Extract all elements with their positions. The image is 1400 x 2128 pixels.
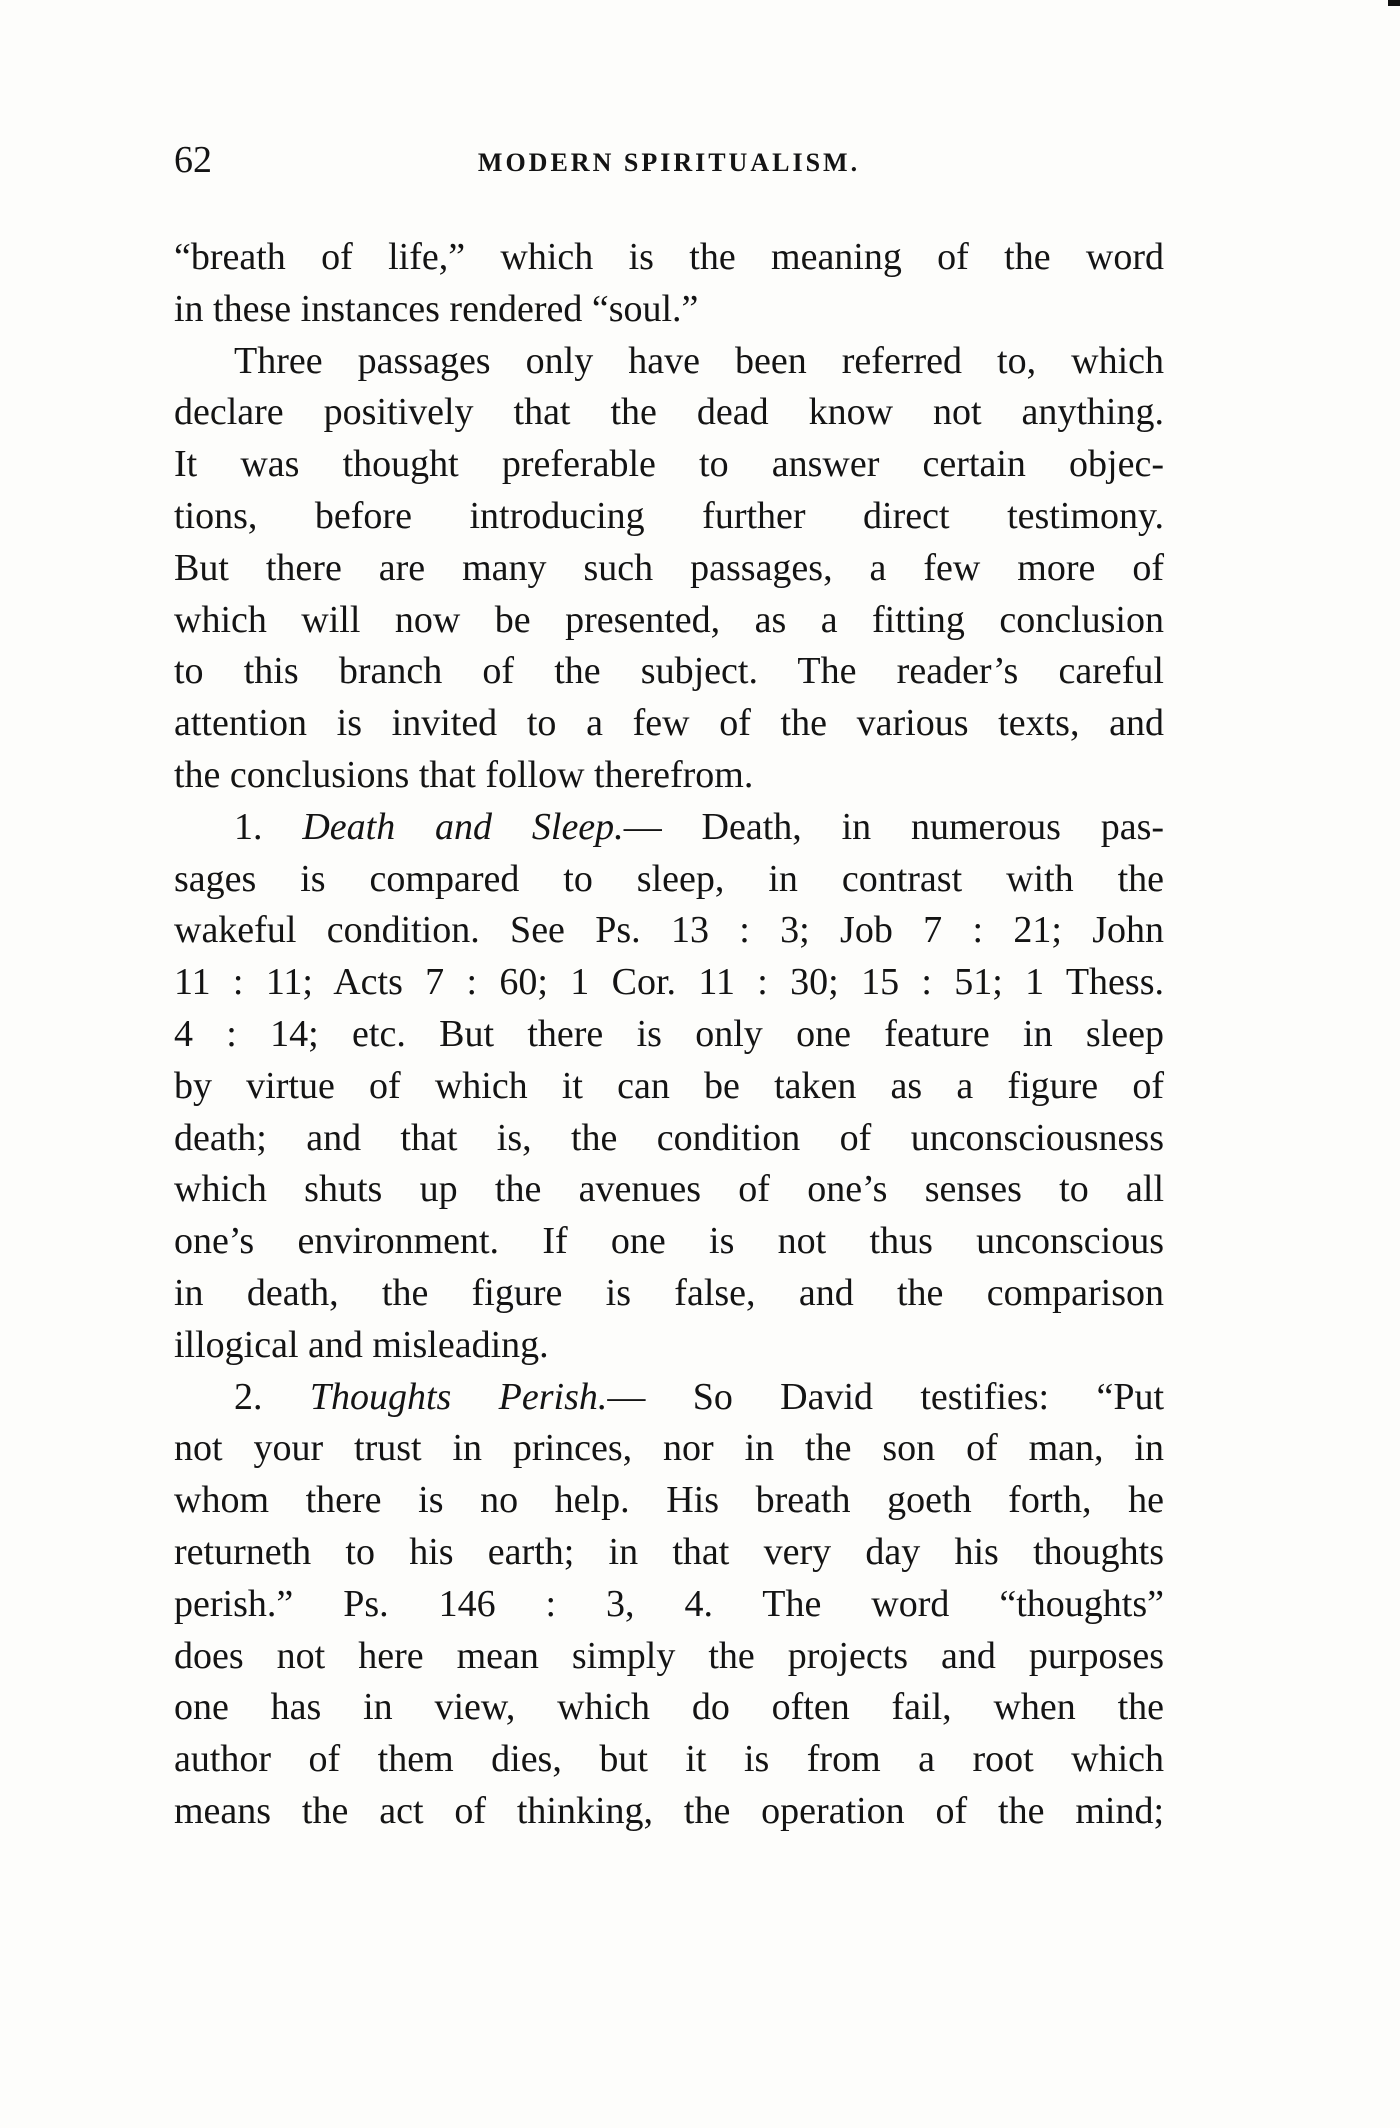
text-line: “breath of life,” which is the meaning of the word (174, 236, 1164, 278)
section-heading-line (174, 802, 1164, 854)
text-line: It was thought preferable to answer certain objec- (174, 443, 1164, 486)
text-line: But there are many such passages, a few more of (174, 546, 1164, 589)
text-line: by virtue of which it can be taken as a figure of (174, 1064, 1164, 1107)
section-lead-text: — So David testifies: “Put (607, 1375, 1165, 1418)
text-line: which will now be presented, as a fitting conclusion (174, 598, 1164, 641)
text-line: 11 : 11; Acts 7 : 60; 1 Cor. 11 : 30; 15 : 51; 1 Thess. (174, 961, 1164, 1004)
scan-edge-mark (1388, 0, 1400, 6)
page-number: 62 (174, 139, 212, 181)
text-line: not your trust in princes, nor in the son of man, in (174, 1427, 1164, 1470)
text-line: means the act of thinking, the operation of the mind; (174, 1789, 1164, 1832)
text-line: tions, before introducing further direct testimony. (174, 494, 1164, 537)
text-line: author of them dies, but it is from a root which (174, 1738, 1164, 1781)
text-line: in these instances rendered “soul.” (174, 287, 699, 330)
text-line: declare positively that the dead know not anything. (174, 391, 1164, 434)
text-line: 4 : 14; etc. But there is only one feature in sleep (174, 1012, 1164, 1055)
text-line: illogical and misleading. (174, 1323, 549, 1366)
running-head: MODERN SPIRITUALISM. (477, 148, 861, 177)
text-line: in death, the figure is false, and the comparison (174, 1271, 1164, 1314)
text-line: wakeful condition. See Ps. 13 : 3; Job 7 : 21; John (174, 909, 1164, 952)
body-text (174, 232, 1164, 1838)
text-line: to this branch of the subject. The reader’s careful (174, 650, 1164, 693)
page-header (174, 138, 1164, 188)
text-line: attention is invited to a few of the various texts, and (174, 702, 1164, 745)
text-line: does not here mean simply the projects and purposes (174, 1634, 1164, 1677)
text-line: whom there is no help. His breath goeth forth, he (174, 1479, 1164, 1522)
section-title: Death and Sleep. (302, 805, 624, 848)
section-heading-line (174, 1372, 1164, 1424)
text-line: perish.” Ps. 146 : 3, 4. The word “thoughts” (174, 1582, 1164, 1625)
paragraph-first-line: Three passages only have been referred to, which (234, 339, 1164, 382)
section-number: 2. (234, 1375, 263, 1418)
text-line: which shuts up the avenues of one’s senses to all (174, 1168, 1164, 1211)
section-number: 1. (234, 805, 263, 848)
text-line: one has in view, which do often fail, when the (174, 1686, 1164, 1729)
text-line: death; and that is, the condition of unconsciousness (174, 1116, 1164, 1159)
text-line: returneth to his earth; in that very day his thoughts (174, 1530, 1164, 1573)
text-line: one’s environment. If one is not thus unconscious (174, 1220, 1164, 1263)
text-line: the conclusions that follow therefrom. (174, 753, 754, 796)
text-line: sages is compared to sleep, in contrast with the (174, 857, 1164, 900)
section-title: Thoughts Perish. (309, 1375, 608, 1418)
section-lead-text: — Death, in numerous pas- (623, 805, 1165, 848)
